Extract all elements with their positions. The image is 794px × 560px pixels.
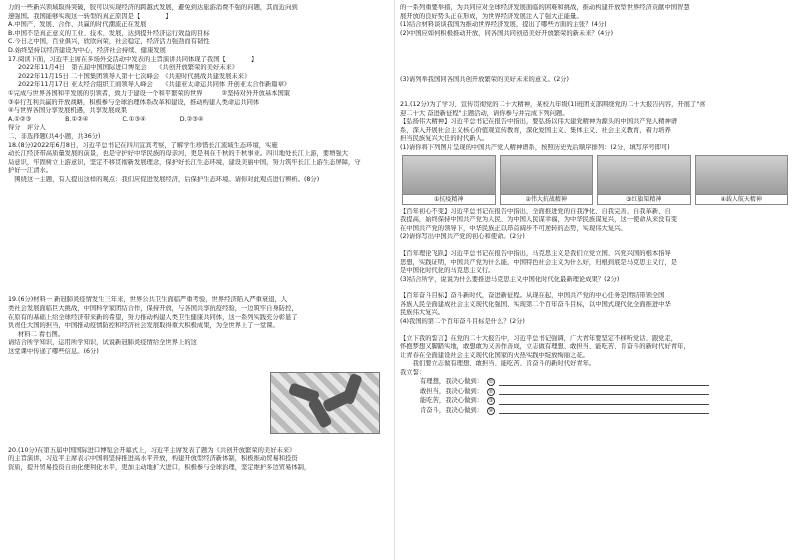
- q20-line: 的主旨演讲，习近平主席表示中国将坚持推进高水平开放，构建开放型经济新体制，积极推动贸易和投资: [8, 455, 298, 463]
- pledge-number: ④: [488, 407, 494, 414]
- right-column: [400, 4, 788, 416]
- q16-line: 力的一些新兴领域取得突破，胶可以实现经济的跨越式发展，避免到达旅游消费不强的问题，其而近向到: [8, 4, 298, 11]
- answer-space: [400, 85, 788, 101]
- q20-continued: [400, 4, 788, 38]
- q18-line: 局意识，牢固树立上游意识，坚定不移贯彻新发展理念，保护好长江生态环境，建设美丽中国，努力筑牢长江上游生态屏障，守: [8, 158, 361, 166]
- q21-line: 怀抱梦想又脚踏实地，敢想敢为又善作善成，立志做有理想、敢担当、能吃苦、肯奋斗的新时代好青年，: [400, 343, 690, 351]
- q19-line: 负责任大国的担当，中国推动疫情防控和经济社会发展取得重大积极成果，为全世界上了一堂课。: [8, 322, 279, 330]
- q21-line: 在中国共产党的领导下，中华民族正以昂首阔步不可逆转的态势，实现伟大复兴。: [400, 224, 627, 232]
- hands-solidarity-image: [270, 372, 380, 434]
- q20-sub-2: (2)中国应如何积极推动开放，同各国共同创造美好开放繁荣的新未来？(4分): [400, 29, 614, 37]
- pledge-row: [420, 378, 788, 388]
- q21-block: [400, 101, 788, 416]
- q16-option-c: C.今日之中国，百业俱兴，欣欣向荣，社会稳定，经济活力强劲而有韧性: [8, 38, 210, 46]
- q17-choice: ④与世界各国分享发展机遇，共享发展成果: [8, 107, 127, 115]
- q16-block: [8, 4, 396, 56]
- q17-block: [8, 56, 396, 142]
- pledge-label: 能吃苦，我决心做到：: [420, 397, 483, 405]
- q17-event: 2022年11月4日 第五届中国国际进口博览会 《共创开放繁荣的美好未来》: [18, 64, 239, 72]
- picture-red-flag-canal: [597, 155, 691, 205]
- pledge-number: ①: [488, 379, 494, 386]
- picture-space-flight: [695, 155, 789, 205]
- q21-line: 【百年奋斗目标】奋斗新时代，奋进新征程。从现在起，中国共产党的中心任务是团结带领全国: [400, 292, 665, 300]
- q21-line: 我提高，始终保持中国共产党为人民、为中国人民谋幸福，为中华民族谋复兴，这一使命从来没有变: [400, 216, 678, 224]
- answer-space: [400, 38, 788, 76]
- q21-line: 【立下我的誓言】在党的二十大报告中，习近平总书记强调，广大青年要坚定不移听党话、跟党走，: [400, 334, 678, 342]
- q17-option: D.②③④: [179, 115, 204, 123]
- picture-anti-epidemic: [402, 155, 496, 205]
- q16-option-d: D.始终坚持以经济建设为中心，经济社会持续、健康发展: [8, 46, 166, 54]
- section-heading: 二、非选择题(共4小题，共36分): [8, 132, 101, 140]
- score-table: 得分 评分人: [8, 124, 46, 132]
- answer-space: [400, 242, 788, 250]
- q21-line: 担当民族复兴大任的时代新人。: [400, 135, 489, 143]
- q20-line: 20.(10分)在第五届中国国际进口博览会开幕式上，习近平主席发表了题为《共创开放繁荣的美好未来》: [8, 446, 296, 454]
- q21-line: 思想，实践证明，中国共产党为什么能，中国特色社会主义为什么好，归根到底是马克思主义行，是: [400, 258, 678, 266]
- q20-sub-3: (3)请列举我国同各国共创开放繁荣的美好未来的意义。(2分): [400, 76, 569, 84]
- q17-option: C.①③④: [122, 115, 146, 123]
- pledge-heading: 我立誓：: [400, 369, 426, 377]
- q17-choice: ①完成与世界各国和平发展的引领者，致力于建设一个和平繁荣的世界 ②坚持对外开放基本国策: [8, 89, 291, 97]
- q18-line: 动长江经济带高质量发展的前景，也是守护好中华民族的母亲河，更是利在千秋的千秋事业。四川地处长江上游，要增强大: [8, 150, 349, 158]
- picture-caption: ②伟大抗战精神: [501, 194, 593, 204]
- q21-line: 是中国化时代化的马克思主义行。: [400, 267, 495, 275]
- q21-line: 各族人民全面建成社会主义现代化强国、实现第二个百年奋斗目标，以中国式现代化全面推进中华: [400, 300, 671, 308]
- q17-option: A.①②③: [8, 115, 32, 123]
- answer-space: [8, 244, 396, 296]
- q20-block: [8, 447, 396, 473]
- q21-sub-2: (2)请你写出中国共产党的初心和使命。(2分): [400, 233, 525, 241]
- pledge-answer-line[interactable]: [499, 398, 709, 405]
- answer-space: [400, 284, 788, 292]
- pledge-row: [420, 387, 788, 397]
- q21-line: 【百年理论飞跃】习近平总书记在报告中指出，马克思主义是我们立党立国、兴党兴国的根本指导: [400, 249, 671, 257]
- pledge-answer-line[interactable]: [499, 379, 709, 386]
- q16-option-a: A.中国产、发展、合作、共赢的时代潮流正在发展: [8, 21, 147, 29]
- q18-line: 护好一江清水。: [8, 167, 53, 175]
- q18-line: 18.(8分)2022年6月8日，习近平总书记在四川宜宾考察，了解学生珍惜长江流域生态环境，实施: [8, 141, 278, 149]
- picture-caption: ④载人航天精神: [696, 194, 788, 204]
- pledge-label: 敢担当，我决心做到：: [420, 387, 483, 395]
- q21-line: 迎二十大 奋进新征程"主题活动，请你参与并完成下列问题。: [400, 109, 569, 117]
- q21-line: 我们要立志做有理想、敢担当、能吃苦、肯奋斗的新时代好青年。: [400, 360, 596, 368]
- q17-choice: ③奉行互利共赢的开放战略，积极参与全球治理体系改革和建设，推动构建人类命运共同体: [8, 98, 260, 106]
- pledge-answer-line[interactable]: [499, 388, 709, 395]
- q21-line: 系，深入开展社会主义核心价值观宣传教育，深化爱国主义、集体主义、社会主义教育，着力培养: [400, 126, 671, 134]
- q20-line: 的一系列重要举措，为共同应对全球经济发展面临的困难和挑战，推动构建开放型世界经济贡献中国智慧: [400, 4, 690, 11]
- pledge-label: 有理想，我决心做到：: [420, 378, 483, 386]
- q20-line: 资质，提升贸易投资自由化便利化水平，更加主动地扩大进口，积极参与全球治理，坚定维护多边贸易体制，: [8, 463, 311, 471]
- q17-event: 2022年11月17日 亚太经合组织工商领导人峰会 《共建亚太命运共同体 开创亚太合作新篇章》: [18, 81, 291, 89]
- q16-option-b: B.中国不是真正意义的工业、技术、发展，达到提升经济运行效益的目标: [8, 29, 210, 37]
- pledge-row: [420, 406, 788, 416]
- answer-space: [8, 184, 396, 244]
- pledge-number: ②: [488, 388, 494, 395]
- q21-line: 21.(12分)为了学习、宣传贯彻党的二十大精神，某校九年级(1)班团支部围绕党的二十大报告内容，开展了"喜: [400, 100, 706, 108]
- q19-prompt: 请结合所学知识，运用所学知识，试说新冠肺炎疫情给全世界上的这: [8, 339, 197, 347]
- q21-line: 【弘扬伟大精神】习近平总书记在报告中指出，要弘扬以伟大建党精神为源头的中国共产党人精神谱: [400, 118, 678, 126]
- pledge-answer-line[interactable]: [499, 407, 709, 414]
- spirit-pictures: [402, 155, 788, 205]
- q20-sub-1: (1)结合材料谈谈我国为推动世界经济发展，提出了哪些方面的主张？(4分): [400, 21, 607, 29]
- q19-line: 类社会发展面临巨大挑战，中国科学家团结合作，保持开放，与各国共享抗疫经验，一边筑牢自身防控，: [8, 305, 298, 313]
- pledge-number: ③: [488, 398, 494, 405]
- picture-war-resistance: [500, 155, 594, 205]
- q17-event: 2022年11月15日 二十国集团领导人第十七次峰会 《共迎时代挑战共建发展未来》: [18, 72, 251, 80]
- q19-block: [8, 296, 396, 356]
- q19-prompt: 这堂课中传递了哪些信息。(6分): [8, 348, 99, 356]
- q21-line: 民族伟大复兴。: [400, 309, 445, 317]
- q18-prompt: 围绕这一主题，有人提出这样的观点：我们应促进发展经济，后保护生态环境。请你对此观点进行辨析。(8分): [8, 175, 320, 183]
- q21-sub-3: (3)结合所学，说说为什么要推进马克思主义中国化时代化最新理论成果？(2分): [400, 275, 620, 283]
- q21-sub-4: (4)我国的第二个百年奋斗目标是什么？(2分): [400, 318, 525, 326]
- answer-space: [400, 327, 788, 335]
- q16-line: 速强国。我国能够实现这一转型的真正原因是【 】: [8, 12, 172, 20]
- pledge-row: [420, 397, 788, 407]
- q17-options: [8, 116, 396, 125]
- q21-line: 【百年初心不变】习近平总书记在报告中指出，全面推进党的自我净化、自我完善、自我革新、自: [400, 207, 671, 215]
- q19-material2: 材料二 看右图。: [18, 330, 65, 338]
- q19-line: 19.(6分)材料一 新冠肺炎疫情发生三年来，世界公共卫生面临严重考验，世界经济陷入严重衰退，人: [8, 296, 288, 304]
- picture-caption: ①抗疫精神: [403, 194, 495, 204]
- picture-caption: ③红旗渠精神: [598, 194, 690, 204]
- q17-header: 17.阅读下面，习近平主席在多场外交活动中发表的主旨演讲共同体现了我国【 】: [8, 55, 258, 63]
- q21-line: 让青春在全面建设社会主义现代化国家的火热实践中绽放绚丽之花。: [400, 351, 589, 359]
- q21-sub-1: (1)请你将下列图片呈现的中国共产党人精神谱系，按照历史先后顺序排列：(2分，填写序号即可): [400, 143, 670, 151]
- pledge-label: 肯奋斗，我决心做到：: [420, 406, 483, 414]
- q17-option: B.①②④: [65, 115, 89, 123]
- q20-line: 展开放的良好势头正在形成，为世界经济发展注入了强大正能量。: [400, 12, 583, 20]
- q18-block: [8, 142, 396, 185]
- q19-line: 在原有的基础上给全球经济带来新的希望，努力推动构建人类卫生健康共同体，这一系列实践充分彰显了: [8, 313, 298, 321]
